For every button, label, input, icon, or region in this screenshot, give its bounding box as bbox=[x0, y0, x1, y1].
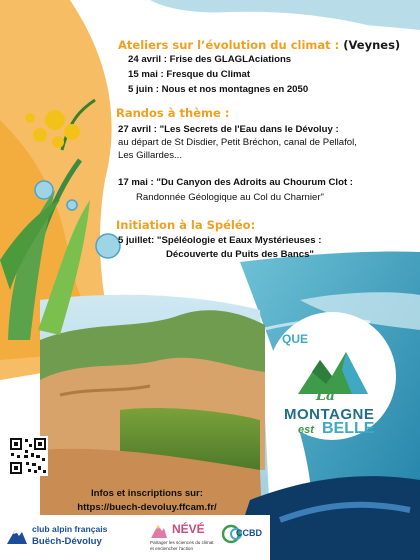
neve-logo bbox=[150, 518, 220, 556]
neve-mountain-icon bbox=[150, 522, 168, 540]
ateliers-item-2: 15 mai : Fresque du Climat bbox=[128, 69, 251, 80]
event-badge bbox=[268, 312, 396, 440]
info-url-link[interactable]: https://buech-devoluy.ffcam.fr/ bbox=[77, 502, 217, 513]
rando-1-title: 27 avril : "Les Secrets de l'Eau dans le Dévoluy : bbox=[118, 124, 339, 135]
badge-est: est bbox=[298, 424, 314, 436]
ccbd-logo bbox=[222, 520, 262, 552]
ateliers-item-3: 5 juin : Nous et nos montagnes en 2050 bbox=[128, 84, 309, 95]
neve-tagline-1: Partager les sciences du climat bbox=[150, 540, 214, 545]
rando-2-title: 17 mai : "Du Canyon des Adroits au Chourum Clot : bbox=[118, 177, 353, 188]
caf-mountain-icon bbox=[6, 524, 28, 546]
ateliers-item-1: 24 avril : Frise des GLAGLAciations bbox=[128, 54, 292, 65]
initiation-line-2: Découverte du Puits des Bancs" bbox=[166, 249, 314, 260]
randos-heading: Randos à thème : bbox=[116, 106, 230, 120]
badge-montagne: MONTAGNE bbox=[284, 406, 375, 423]
caf-line-2: Buëch-Dévoluy bbox=[32, 536, 102, 547]
caf-logo bbox=[6, 518, 124, 556]
ccbd-text: CCBD bbox=[236, 528, 262, 538]
rando-2-subtitle: Randonnée Géologique au Col du Charnier" bbox=[136, 192, 324, 203]
badge-la: La bbox=[316, 388, 335, 404]
rando-1-route-end: Les Gillardes... bbox=[118, 150, 182, 161]
initiation-line-1: 5 juillet: "Spéléologie et Eaux Mystérieuses : bbox=[118, 235, 322, 246]
neve-name: NÉVÉ bbox=[172, 522, 205, 536]
neve-tagline-2: et enclencher l'action bbox=[150, 546, 194, 551]
initiation-heading: Initiation à la Spéléo: bbox=[116, 218, 256, 232]
ateliers-location: (Veynes) bbox=[343, 38, 401, 52]
info-label: Infos et inscriptions sur: bbox=[91, 488, 203, 499]
qr-code[interactable] bbox=[8, 436, 48, 476]
caf-line-1: club alpin français bbox=[32, 524, 108, 534]
badge-belle: BELLE bbox=[322, 420, 375, 437]
rando-1-route: au départ de St Disdier, Petit Bréchon, canal de Pellafol, bbox=[118, 137, 357, 148]
ateliers-heading: Ateliers sur l’évolution du climat : (Veynes) bbox=[118, 38, 401, 52]
badge-que: QUE bbox=[282, 332, 309, 346]
